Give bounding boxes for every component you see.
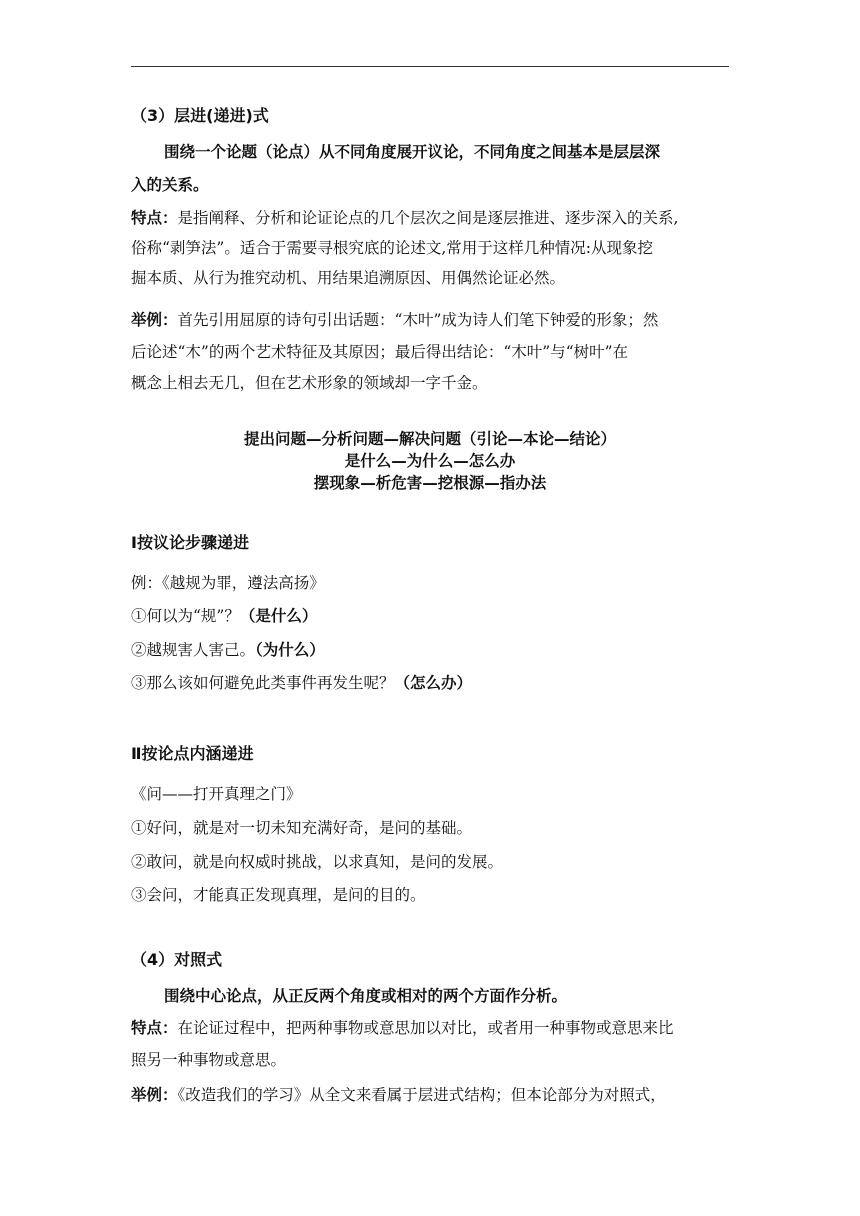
feature-label: 特点：: [131, 209, 178, 227]
part1-item-1: [131, 606, 317, 626]
item-tag: （为什么）: [255, 641, 325, 659]
item-tag: （是什么）: [239, 607, 318, 625]
part2-item-1: ①好问，就是对一切未知充满好奇，是问的基础。: [131, 819, 473, 837]
header-rule: [131, 66, 729, 67]
summary-line-3: 摆现象—析危害—挖根源—指办法: [313, 474, 547, 492]
part1-item-2: [131, 640, 325, 660]
feature-text: 在论证过程中，把两种事物或意思加以对比，或者用一种事物或意思来比: [177, 1019, 674, 1037]
example-text: 《改造我们的学习》从全文来看属于层进式结构；但本论部分为对照式，: [177, 1086, 666, 1104]
part2-heading: Ⅱ按论点内涵递进: [131, 744, 254, 763]
item-text: ②越规害人害己。: [131, 641, 256, 659]
example-text: 首先引用屈原的诗句引出话题：“木叶”成为诗人们笔下钟爱的形象；然: [177, 311, 659, 329]
section3-example-cont2: 概念上相去无几，但在艺术形象的领域却一字千金。: [131, 374, 488, 392]
summary-line-2: 是什么—为什么—怎么办: [344, 452, 516, 470]
part2-item-2: ②敢问，就是向权威时挑战，以求真知，是问的发展。: [131, 853, 504, 871]
section3-feature: [131, 208, 678, 228]
section4-heading: （4）对照式: [131, 950, 223, 969]
item-text: ①何以为“规”？: [131, 607, 240, 625]
section4-feature: [131, 1018, 674, 1038]
part1-heading: Ⅰ按议论步骤递进: [131, 533, 249, 552]
part1-item-3: [131, 673, 472, 693]
summary-line-1: 提出问题—分析问题—解决问题（引论—本论—结论）: [243, 430, 616, 448]
section3-example: [131, 310, 658, 330]
part2-example-title: 《问——打开真理之门》: [131, 785, 302, 803]
item-tag: （怎么办）: [394, 674, 473, 692]
item-text: ③那么该如何避免此类事件再发生呢？: [131, 674, 395, 692]
section3-heading: （3）层进(递进)式: [131, 106, 269, 125]
section3-example-cont: 后论述“木”的两个艺术特征及其原因；最后得出结论：“木叶”与“树叶”在: [131, 343, 629, 361]
section3-intro: 围绕一个论题（论点）从不同角度展开议论，不同角度之间基本是层层深: [164, 143, 661, 161]
part1-example-title: 例：《越规为罪，遵法高扬》: [131, 574, 325, 592]
part2-item-3: ③会问，才能真正发现真理，是问的目的。: [131, 886, 426, 904]
section3-intro-cont: 入的关系。: [131, 176, 209, 194]
example-label: 举例：: [131, 311, 178, 329]
section4-feature-cont: 照另一种事物或意思。: [131, 1051, 287, 1069]
example-label: 举例：: [131, 1086, 178, 1104]
section3-feature-cont: 俗称“剥笋法”。适合于需要寻根究底的论述文,常用于这样几种情况:从现象挖: [131, 239, 653, 257]
section4-intro: 围绕中心论点，从正反两个角度或相对的两个方面作分析。: [164, 987, 568, 1005]
feature-text: 是指阐释、分析和论证论点的几个层次之间是逐层推进、逐步深入的关系,: [177, 209, 679, 227]
section4-example: [131, 1085, 666, 1105]
section3-feature-cont2: 掘本质、从行为推究动机、用结果追溯原因、用偶然论证必然。: [131, 269, 566, 287]
feature-label: 特点：: [131, 1019, 178, 1037]
